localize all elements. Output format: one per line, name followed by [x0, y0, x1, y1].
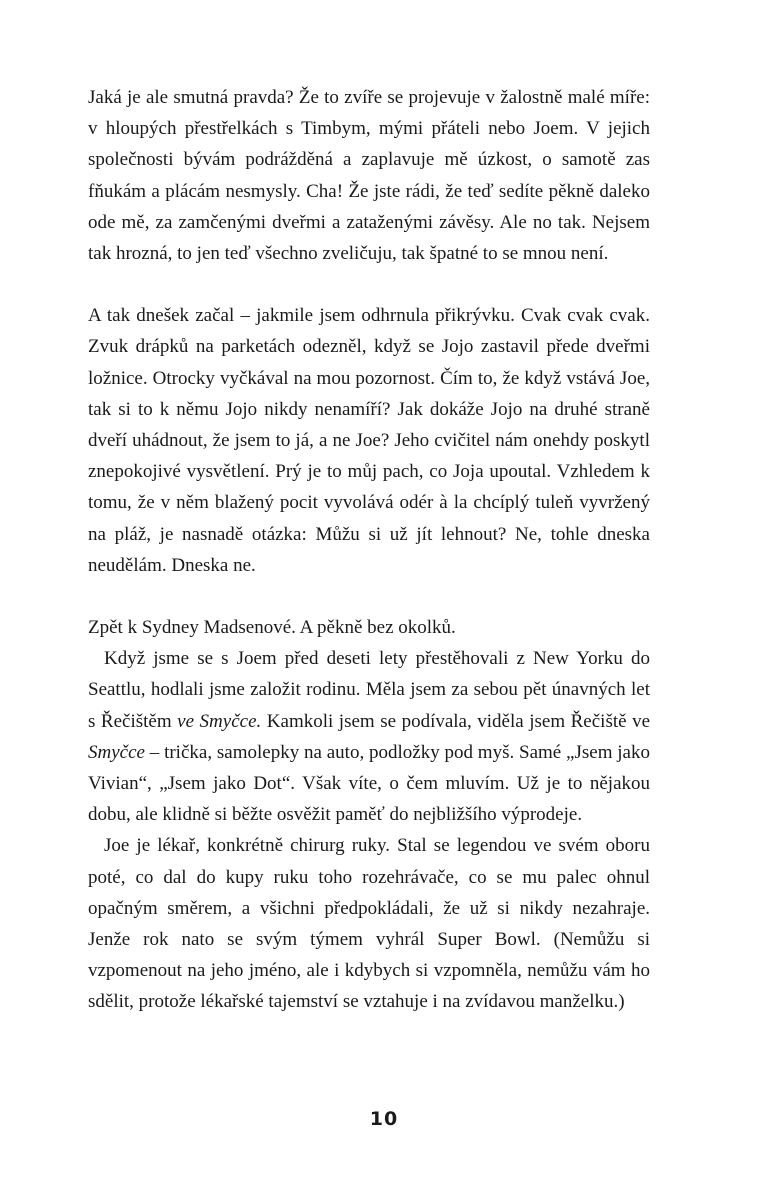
- paragraph-2: A tak dnešek začal – jakmile jsem odhrnula přikrývku. Cvak cvak cvak. Zvuk drápků na parketách odezněl, když se Jojo zastavil přede dveřmi ložnice. Otrocky vyčkával na mou pozornost. Čím to, že když vstává Joe, tak si to k němu Jojo nikdy nenamíří? Jak dokáže Jojo na druhé straně dveří uhádnout, že jsem to já, a ne Joe? Jeho cvičitel nám onehdy poskytl znepokojivé vysvětlení. Prý je to můj pach, co Joja upoutal. Vzhledem k tomu, že v něm blažený pocit vyvolává odér à la chcíplý tuleň vyvržený na pláž, je nasnadě otázka: Můžu si už jít lehnout? Ne, tohle dneska neudělám. Dneska ne.: [88, 305, 650, 576]
- paragraph-4-italic-2: Smyčce: [88, 741, 145, 763]
- page-number: 10: [369, 1108, 399, 1130]
- paragraph-4-text-c: – trička, samolepky na auto, podložky pod myš. Samé „Jsem jako Vivian“, „Jsem jako Dot“. Však víte, o čem mluvím. Už je to nějakou dobu, ale klidně si běžte osvěžit paměť do nejbližšího výprodeje.: [88, 741, 650, 826]
- paragraph-5: Joe je lékař, konkrétně chirurg ruky. Stal se legendou ve svém oboru poté, co dal do kupy ruku toho rozehrávače, co se mu palec ohnul opačným směrem, a všichni předpokládali, že už si nikdy nezahraje. Jenže rok nato se svým týmem vyhrál Super Bowl. (Nemůžu si vzpomenout na jeho jméno, ale i kdybych si vzpomněla, nemůžu vám ho sdělit, protože lékařské tajemství se vztahuje i na zvídavou manželku.): [88, 835, 650, 1013]
- paragraph-3: Zpět k Sydney Madsenové. A pěkně bez okolků.: [88, 617, 456, 639]
- paragraph-4-text-a: Když jsme se s Joem před deseti lety přestěhovali z New Yorku do Seattlu, hodlali jsme založit rodinu. Měla jsem za sebou pět únavných let s Řečištěm: [88, 648, 650, 732]
- paragraph-4: [88, 643, 650, 830]
- paragraph-4-italic-1: ve Smyčce.: [177, 710, 262, 732]
- paragraph-4-text-b: Kamkoli jsem se podívala, viděla jsem Řečiště ve: [261, 710, 651, 732]
- paragraph-1: Jaká je ale smutná pravda? Že to zvíře se projevuje v žalostně malé míře: v hloupých přestřelkách s Timbym, mými přáteli nebo Joem. V jejich společnosti bývám podrážděná a zaplavuje mě úzkost, o samotě zas fňukám a plácám nesmysly. Cha! Že jste rádi, že teď sedíte pěkně daleko ode mě, za zamčenými dveřmi a zataženými závěsy. Ale no tak. Nejsem tak hrozná, to jen teď všechno zveličuju, tak špatné to se mnou není.: [88, 87, 650, 265]
- page-body: [88, 82, 650, 1018]
